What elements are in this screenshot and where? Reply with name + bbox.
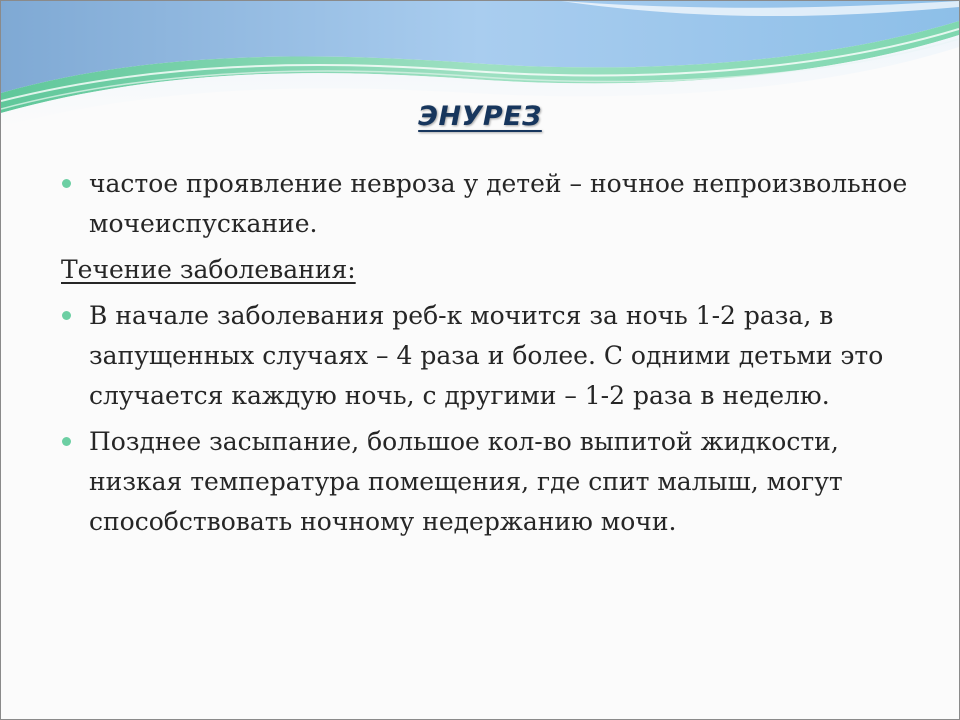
slide-body bbox=[61, 164, 911, 548]
bullet-item bbox=[61, 422, 911, 542]
bullet-text: В начале заболевания реб-к мочится за ночь 1-2 раза, в запущенных случаях – 4 раза и более. С одними детьми это случается каждую ночь, с другими – 1-2 раза в неделю. bbox=[89, 301, 884, 410]
bullet-item bbox=[61, 296, 911, 416]
bullet-dot-icon bbox=[62, 311, 71, 320]
bullet-dot-icon bbox=[62, 179, 71, 188]
bullet-text: Позднее засыпание, большое кол-во выпитой жидкости, низкая температура помещения, где спит малыш, могут способствовать ночному недержанию мочи. bbox=[89, 427, 843, 536]
section-subheading: Течение заболевания: bbox=[61, 255, 356, 284]
bullet-text: частое проявление невроза у детей – ночное непроизвольное мочеиспускание. bbox=[89, 169, 908, 238]
slide-title: ЭНУРЕЗ bbox=[418, 101, 542, 132]
bullet-item bbox=[61, 164, 911, 244]
bullet-dot-icon bbox=[62, 437, 71, 446]
